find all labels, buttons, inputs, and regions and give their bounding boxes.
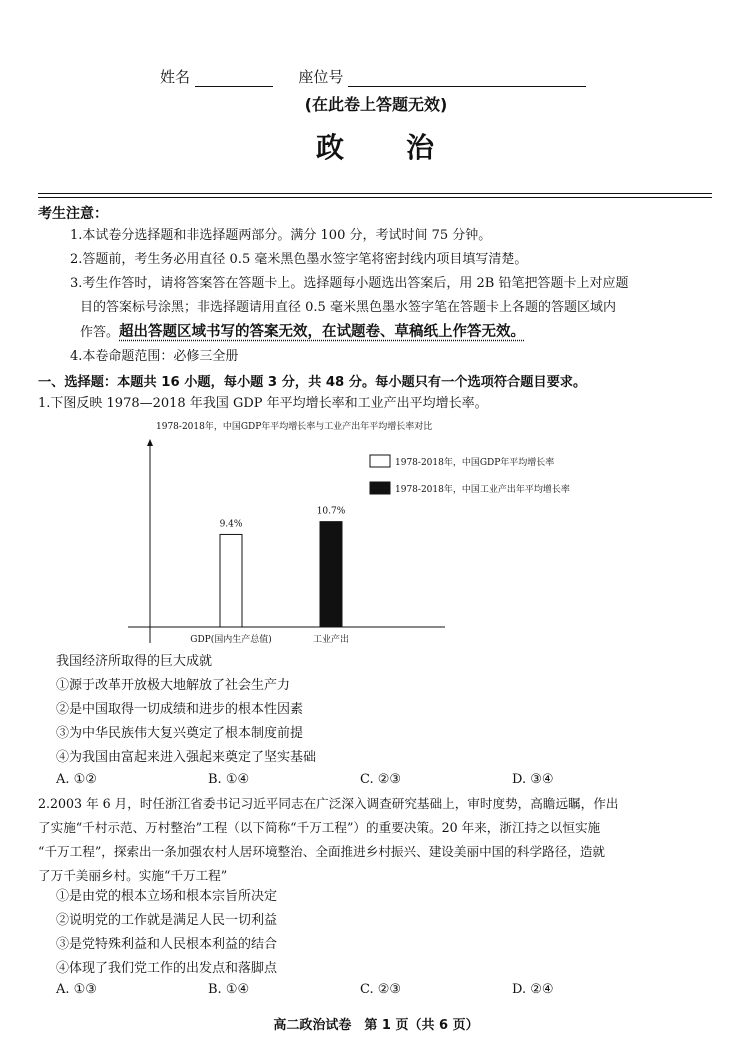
chart-title: 1978-2018年，中国GDP年平均增长率与工业产出年平均增长率对比 [156,422,433,432]
header-rule-bottom [38,197,712,198]
q1-option-d[interactable]: D. ③④ [512,772,554,787]
notice-list [70,224,629,369]
notice-emphasis: 超出答题区域书写的答案无效，在试题卷、草稿纸上作答无效。 [119,324,526,340]
notice-item-emphasis-line [70,320,629,345]
q2-option-a[interactable]: A. ①③ [56,982,97,997]
q2-stem-line: 了实施“千村示范、万村整治”工程（以下简称“千万工程”）的重要决策。20 年来，浙江持之以恒实施 [38,820,601,835]
q1-conclusion: 我国经济所取得的巨大成就 [56,654,213,669]
category-label-industry: 工业产出 [312,635,350,645]
name-blank[interactable] [195,70,273,87]
q1-option-b[interactable]: B. ①④ [208,772,250,787]
q1-option-a[interactable]: A. ①② [56,772,97,787]
legend-swatch-gdp [370,455,390,467]
chart-y-axis-arrow [147,439,153,446]
bar-gdp [220,534,242,627]
invalid-note: (在此卷上答题无效) [304,95,448,114]
bar-industry [320,522,342,627]
q2-option-d[interactable]: D. ②④ [512,982,554,997]
header-rule-top [38,193,712,194]
category-label-gdp: GDP(国内生产总值) [190,635,272,645]
q2-statement: ④体现了我们党工作的出发点和落脚点 [56,961,278,976]
notice-prefix: 作答。 [80,325,120,340]
q1-statement: ④为我国由富起来进入强起来奠定了坚实基础 [56,750,317,765]
q1-stem: 1.下图反映 1978—2018 年我国 GDP 年平均增长率和工业产出平均增长率。 [38,396,488,411]
legend-label-gdp: 1978-2018年，中国GDP年平均增长率 [395,458,555,468]
notice-item: 1.本试卷分选择题和非选择题两部分。满分 100 分，考试时间 75 分钟。 [70,228,492,243]
q2-option-b[interactable]: B. ①④ [208,982,250,997]
q1-body [56,650,316,770]
data-label-industry: 10.7% [316,506,346,517]
q2-stem [38,792,618,888]
q2-statement: ①是由党的根本立场和根本宗旨所决定 [56,889,278,904]
q2-stem-line: 了万千美丽乡村。实施“千万工程” [38,868,228,883]
section-heading: 一、选择题：本题共 16 小题，每小题 3 分，共 48 分。每小题只有一个选项符合题目要求。 [38,375,587,390]
q2-statement: ③是党特殊利益和人民根本利益的结合 [56,937,278,952]
notice-item: 目的答案标号涂黑；非选择题请用直径 0.5 毫米黑色墨水签字笔在答题卡上各题的答题区域内 [80,300,616,315]
q2-stem-line: 2.2003 年 6 月，时任浙江省委书记习近平同志在广泛深入调查研究基础上，审时度势，高瞻远瞩，作出 [38,796,619,811]
q1-statement: ②是中国取得一切成绩和进步的根本性因素 [56,702,304,717]
q1-option-c[interactable]: C. ②③ [360,772,402,787]
q1-chart [120,415,570,655]
legend-swatch-industry [370,482,390,494]
q2-statements [56,885,277,981]
q1-statement: ①源于改革开放极大地解放了社会生产力 [56,678,291,693]
exam-header-fields [160,66,586,87]
q2-stem-line: “千万工程”，探索出一条加强农村人居环境整治、全面推进乡村振兴、建设美丽中国的科学路径，造就 [38,844,606,859]
notice-item: 4.本卷命题范围：必修三全册 [70,349,239,364]
seat-label: 座位号 [298,68,344,86]
page-footer: 高二政治试卷 第 1 页（共 6 页） [273,1018,479,1033]
seat-blank[interactable] [348,70,586,87]
notice-title: 考生注意： [38,206,108,222]
name-label: 姓名 [160,68,191,86]
notice-item: 2.答题前，考生务必用直径 0.5 毫米黑色墨水签字笔将密封线内项目填写清楚。 [70,252,528,267]
data-label-gdp: 9.4% [219,519,243,530]
notice-item: 3.考生作答时，请将答案答在答题卡上。选择题每小题选出答案后，用 2B 铅笔把答题卡上对应题 [70,276,629,291]
q1-statement: ③为中华民族伟大复兴奠定了根本制度前提 [56,726,304,741]
q2-statement: ②说明党的工作就是满足人民一切利益 [56,913,278,928]
q2-option-c[interactable]: C. ②③ [360,982,402,997]
subject-title: 政 治 [315,131,436,164]
legend-label-industry: 1978-2018年，中国工业产出年平均增长率 [395,485,570,495]
